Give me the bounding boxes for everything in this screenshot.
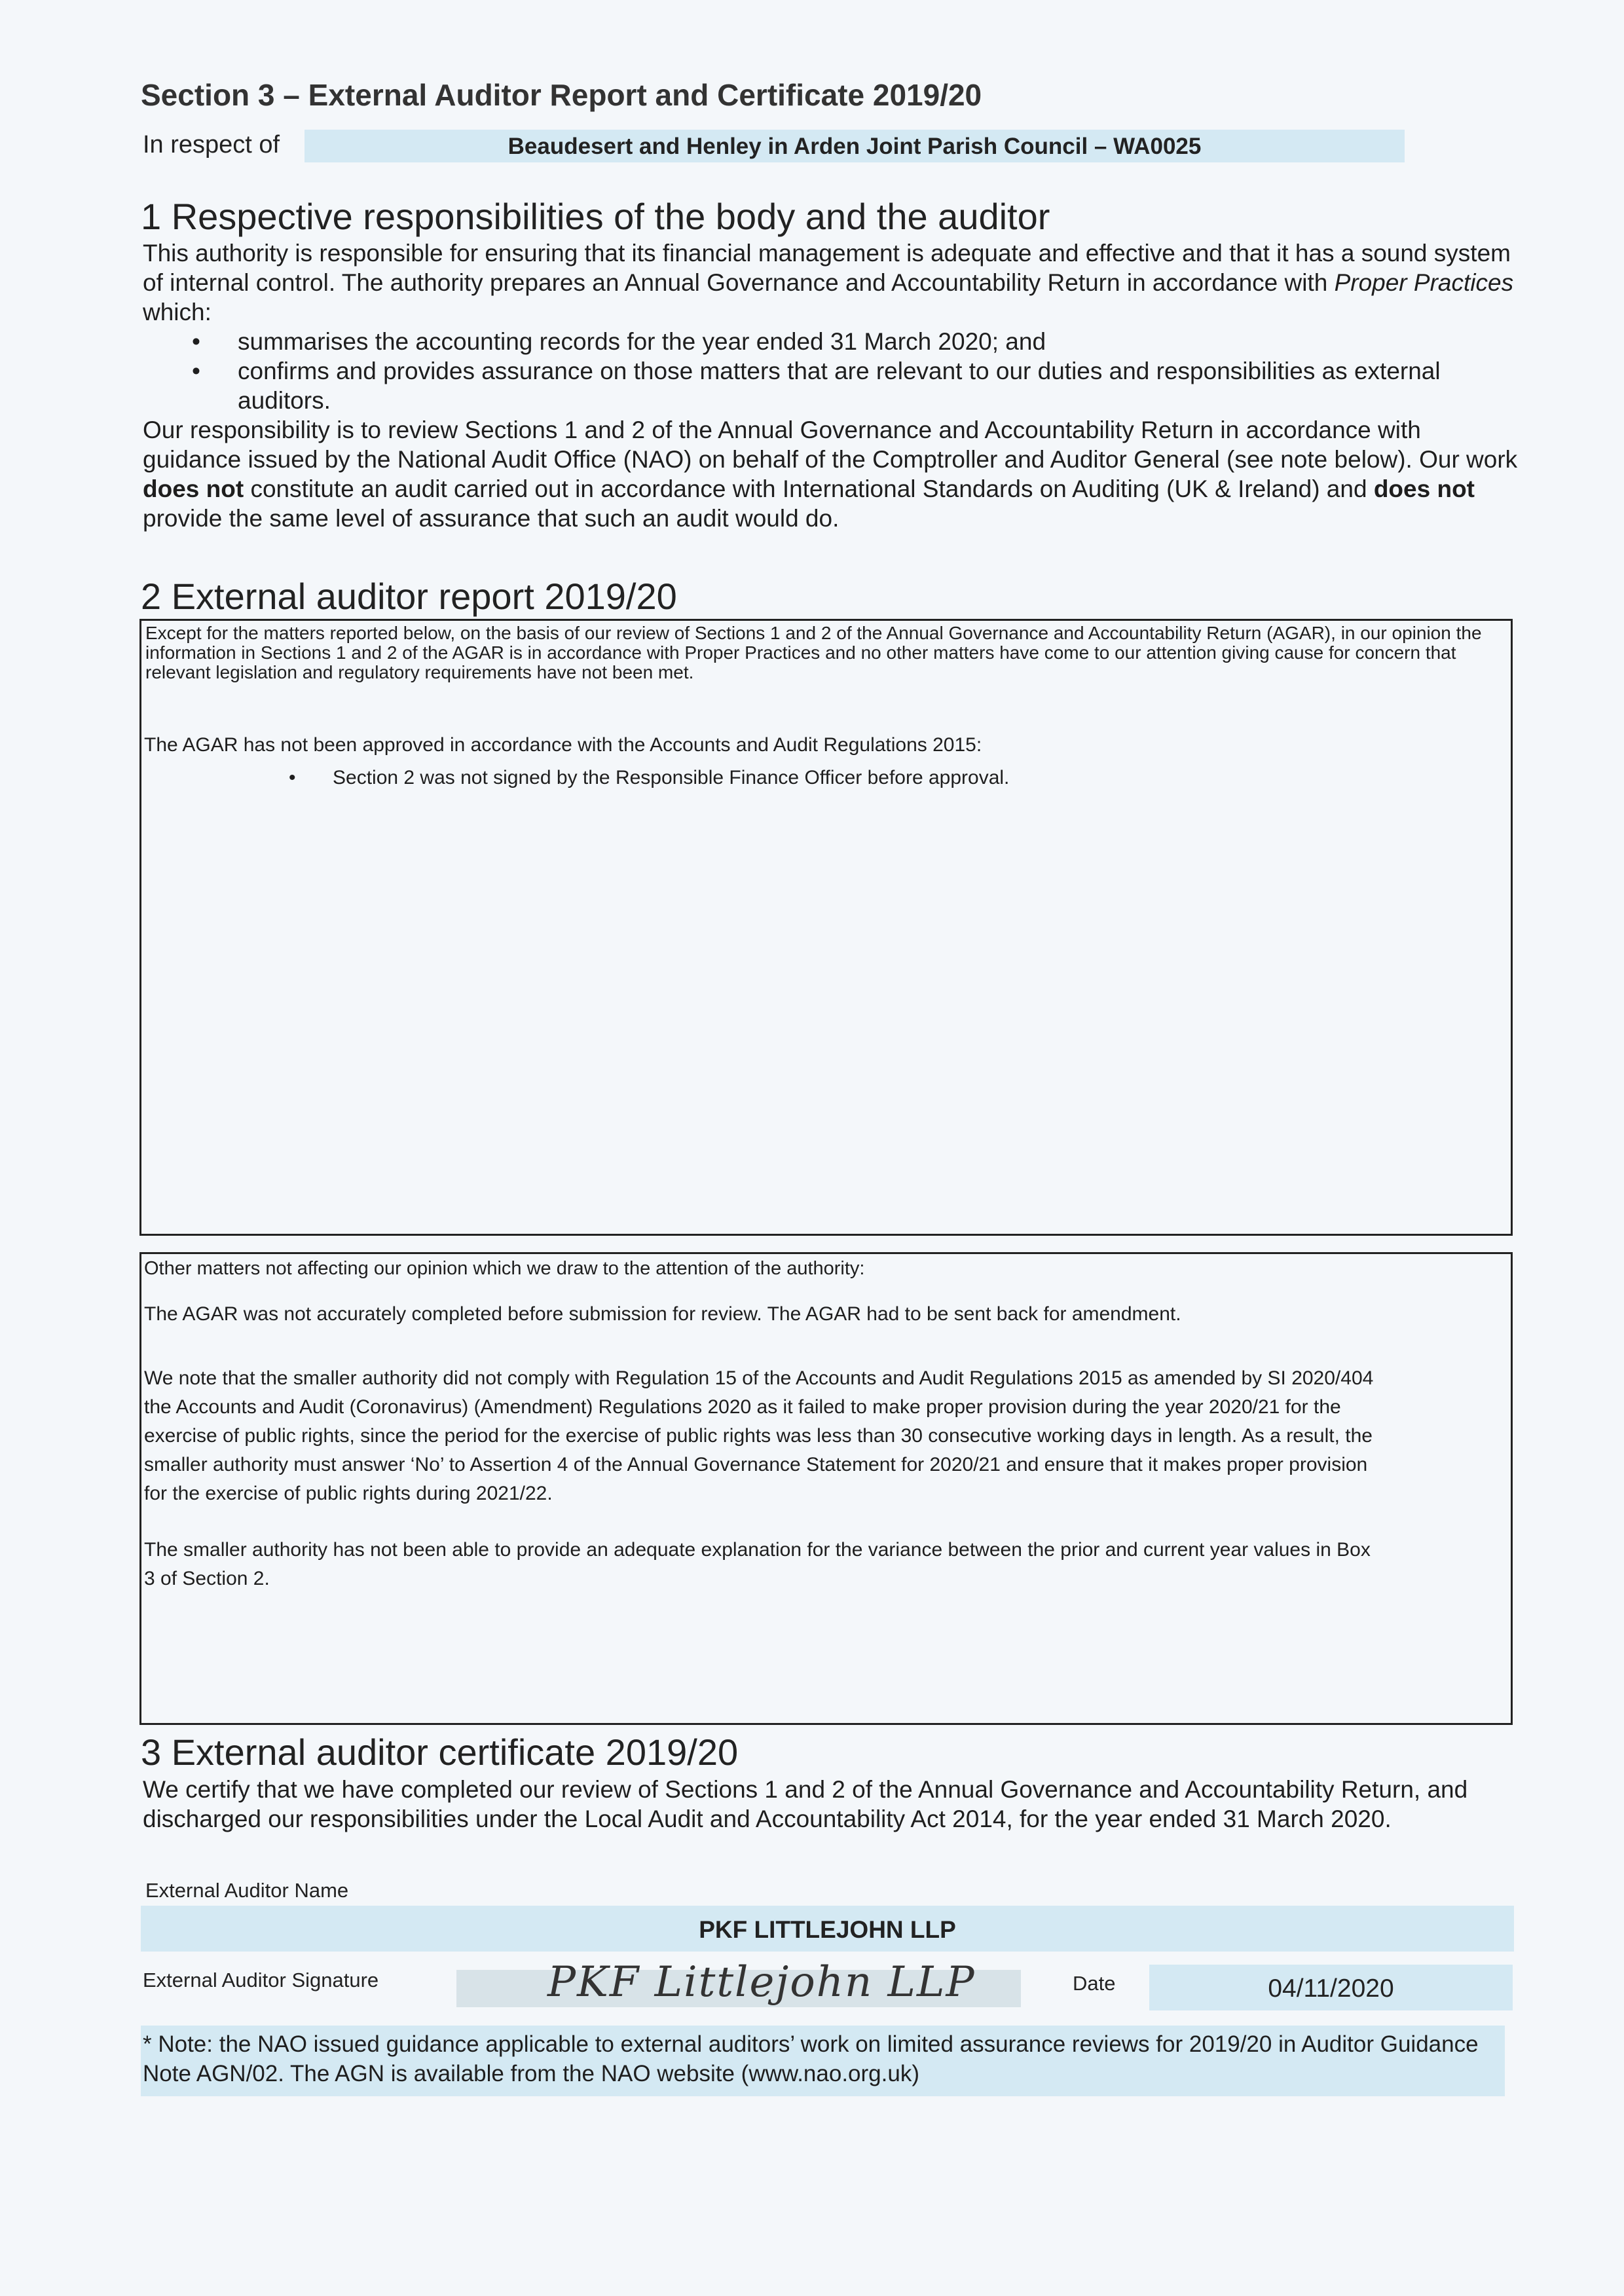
list-item-text: confirms and provides assurance on those matters that are relevant to our duties and responsibilities as external auditors. [238,358,1441,414]
part2-heading: 2 External auditor report 2019/20 [141,576,677,617]
part1-responsibility [143,415,1524,533]
date-value: 04/11/2020 [1268,1974,1394,2003]
part1-body [143,238,1524,533]
nao-note: * Note: the NAO issued guidance applicable to external auditors’ work on limited assurance reviews for 2019/20 in Auditor Guidance Note AGN/02. The AGN is available from the NAO website (www.nao.org.uk) [143,2031,1479,2086]
other-matters-p2 [144,1364,1511,1508]
other-matters-p1: The AGAR was not accurately completed before submission for review. The AGAR had to be sent back for amendment. [144,1303,1181,1325]
signature-handwritten: PKF Littlejohn LLP [547,1958,976,2007]
certify-text: We certify that we have completed our review of Sections 1 and 2 of the Annual Governance and Accountability Return, and discharged our responsibilities under the Local Audit and Accountability Act 2014, for the year ended 31 March 2020. [143,1776,1468,1832]
proper-practices: Proper Practices [1334,269,1514,296]
date-label: Date [1073,1972,1116,1995]
resp-bold: does not [1373,475,1475,502]
qualification-bullet-icon: • [289,767,296,788]
list-item [143,356,1524,415]
auditor-name-value: PKF LITTLEJOHN LLP [699,1916,956,1943]
p2-line: We note that the smaller authority did not comply with Regulation 15 of the Accounts and Audit Regulations 2015 as amended by SI 2020/404 [144,1367,1374,1389]
qualification-text: The AGAR has not been approved in accordance with the Accounts and Audit Regulations 2015: [144,734,982,756]
opinion-box [139,619,1513,1236]
p2-line: smaller authority must answer ‘No’ to Assertion 4 of the Annual Governance Statement for 2020/21 and ensure that it makes proper provision [144,1454,1368,1475]
other-matters-p3 [144,1536,1511,1593]
p2-line: for the exercise of public rights during 2021/22. [144,1483,553,1504]
other-matters-box [139,1252,1513,1725]
section-title: Section 3 – External Auditor Report and Certificate 2019/20 [141,78,982,112]
opinion-text: Except for the matters reported below, on the basis of our review of Sections 1 and 2 of the Annual Governance and Accountability Return (AGAR), in our opinion the information in Sections 1 and 2 of the AGAR is in accordance with Proper Practices and no other matters have come to our attention giving cause for concern that relevant legislation and regulatory requirements have not been met. [145,623,1482,682]
resp-text: provide the same level of assurance that such an audit would do. [143,505,840,532]
bullet-icon: • [192,358,200,384]
other-matters-heading: Other matters not affecting our opinion which we draw to the attention of the authority: [144,1258,865,1279]
p2-line: exercise of public rights, since the period for the exercise of public rights was less than 30 consecutive working days in length. As a result, the [144,1425,1373,1447]
authority-name: Beaudesert and Henley in Arden Joint Parish Council – WA0025 [507,134,1202,159]
p3-line: 3 of Section 2. [144,1568,270,1589]
signature-label: External Auditor Signature [143,1969,379,1991]
list-item [143,327,1524,356]
part3-heading: 3 External auditor certificate 2019/20 [141,1731,739,1773]
list-item-text: summarises the accounting records for the year ended 31 March 2020; and [238,328,1046,355]
resp-bold: does not [143,475,244,502]
part1-bullet-list [143,327,1524,415]
part1-intro [143,238,1524,327]
resp-text: constitute an audit carried out in accordance with International Standards on Auditing (UK & Ireland) and [244,475,1374,502]
part1-heading: 1 Respective responsibilities of the body and the auditor [141,196,1050,237]
p3-line: The smaller authority has not been able to provide an adequate explanation for the variance between the prior and current year values in Box [144,1539,1371,1561]
intro-text: This authority is responsible for ensuring that its financial management is adequate and effective and that it has a sound system of internal control. The authority prepares an Annual Governance and Accountability Return in accordance with [143,240,1511,296]
resp-text: Our responsibility is to review Sections 1 and 2 of the Annual Governance and Accountability Return in accordance with guidance issued by the National Audit Office (NAO) on behalf of the Comptroller and Auditor General (see note below). Our work [143,417,1518,473]
bullet-icon: • [192,328,200,355]
auditor-name-label: External Auditor Name [145,1879,349,1902]
qualification-bullet: Section 2 was not signed by the Responsible Finance Officer before approval. [333,767,1010,788]
intro-text-end: which: [143,299,212,325]
p2-line: the Accounts and Audit (Coronavirus) (Amendment) Regulations 2020 as it failed to make proper provision during the year 2020/21 for the [144,1396,1341,1418]
respect-label: In respect of [143,131,280,158]
